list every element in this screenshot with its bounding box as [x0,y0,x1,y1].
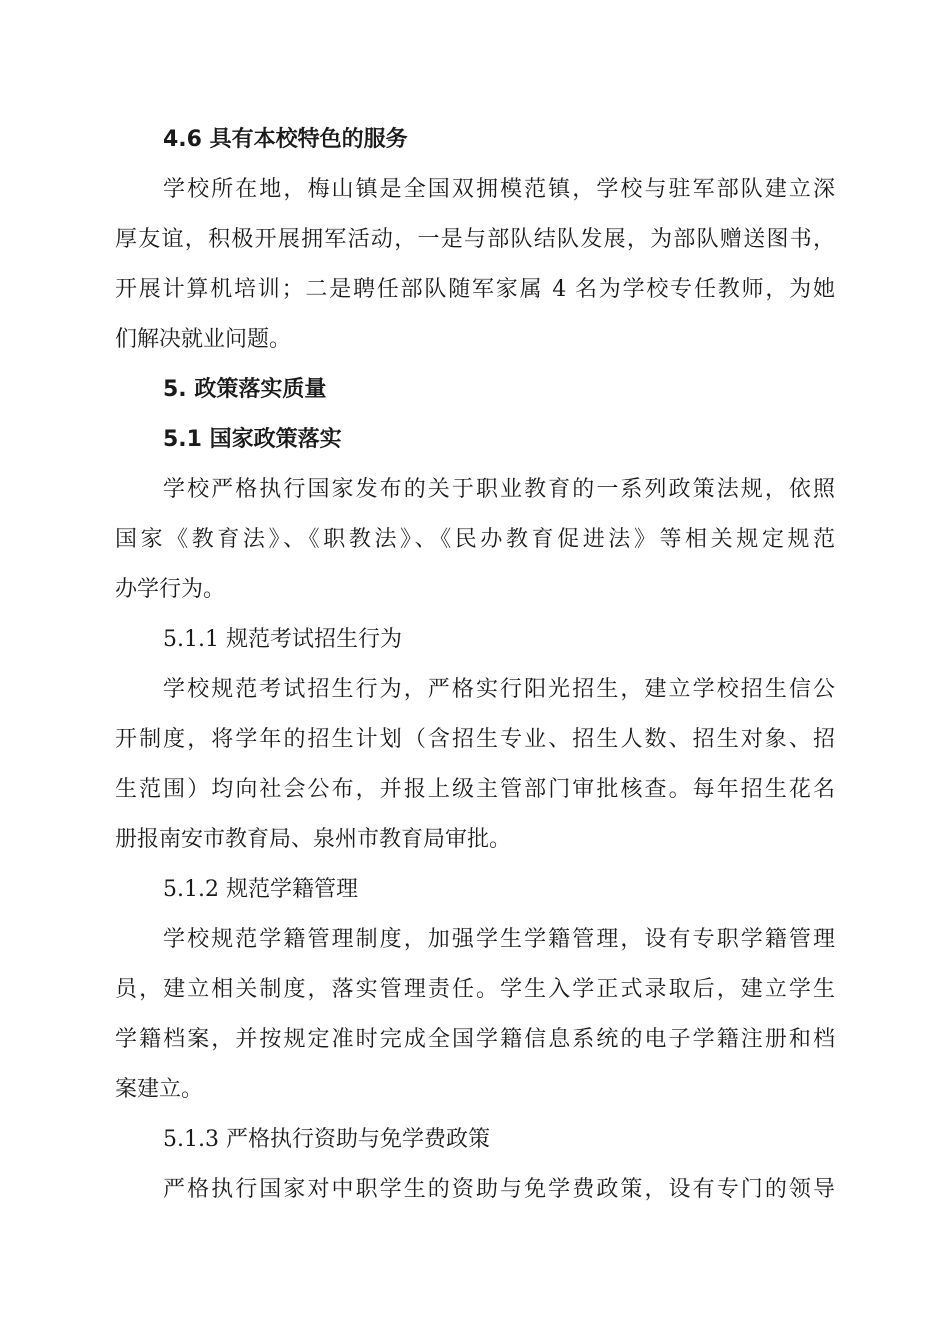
subsection-heading-5-1-1: 5.1.1 规范考试招生行为 [163,627,402,652]
paragraph-line: 开展计算机培训；二是聘任部队随军家属 4 名为学校专任教师，为她 [115,277,835,302]
section-heading-5: 5. 政策落实质量 [163,377,327,402]
paragraph-line: 学校规范学籍管理制度，加强学生学籍管理，设有专职学籍管理 [163,927,835,952]
paragraph-line: 生范围）均向社会公布，并报上级主管部门审批核查。每年招生花名 [115,777,835,802]
subsection-heading-5-1-2: 5.1.2 规范学籍管理 [163,877,358,902]
subsection-heading-5-1-3: 5.1.3 严格执行资助与免学费政策 [163,1127,490,1152]
paragraph-line: 开制度，将学年的招生计划（含招生专业、招生人数、招生对象、招 [115,727,835,752]
paragraph-line: 办学行为。 [115,577,226,602]
paragraph-line: 们解决就业问题。 [115,327,292,352]
paragraph-line: 国家《教育法》、《职教法》、《民办教育促进法》等相关规定规范 [115,527,835,552]
paragraph-line: 册报南安市教育局、泉州市教育局审批。 [115,827,512,852]
paragraph-line: 学校所在地，梅山镇是全国双拥模范镇，学校与驻军部队建立深 [163,177,835,202]
paragraph-line: 学校规范考试招生行为，严格实行阳光招生，建立学校招生信公 [163,677,835,702]
paragraph-line: 厚友谊，积极开展拥军活动，一是与部队结队发展，为部队赠送图书， [115,227,835,252]
section-heading-5-1: 5.1 国家政策落实 [163,427,342,452]
paragraph-line: 学籍档案，并按规定准时完成全国学籍信息系统的电子学籍注册和档 [115,1027,835,1052]
section-heading-4-6: 4.6 具有本校特色的服务 [163,127,408,152]
paragraph-line: 案建立。 [115,1077,204,1102]
paragraph-line: 员，建立相关制度，落实管理责任。学生入学正式录取后，建立学生 [115,977,835,1002]
paragraph-line: 严格执行国家对中职学生的资助与免学费政策，设有专门的领导 [163,1177,835,1202]
paragraph-line: 学校严格执行国家发布的关于职业教育的一系列政策法规，依照 [163,477,835,502]
